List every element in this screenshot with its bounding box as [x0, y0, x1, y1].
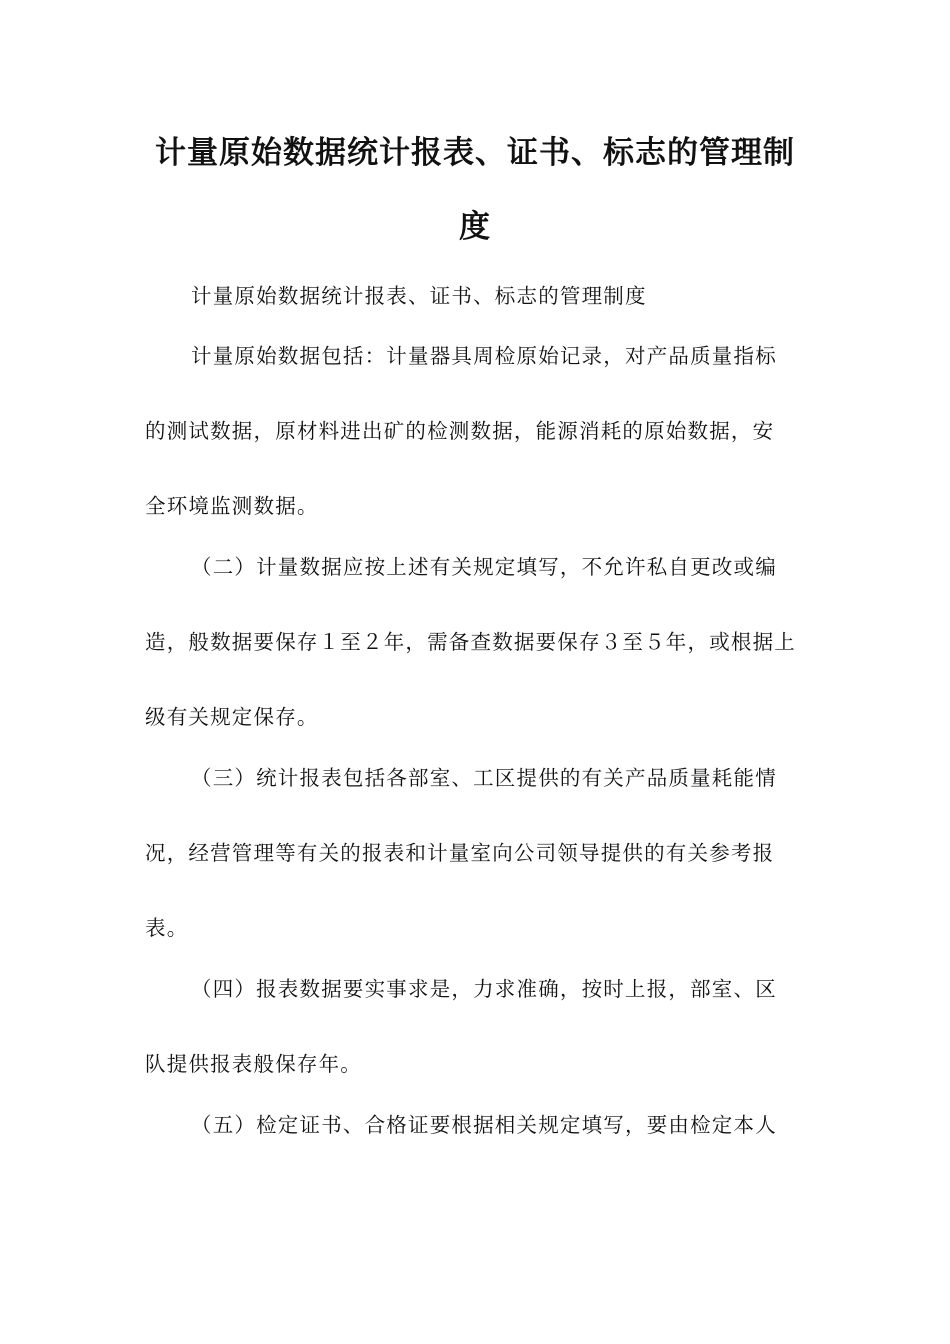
- paragraph-1-line-3: 全环境监测数据。: [145, 494, 319, 518]
- paragraph-5-line-1: （五）检定证书、合格证要根据相关规定填写，要由检定本人: [191, 1113, 777, 1137]
- paragraph-4-line-2: 队提供报表般保存年。: [145, 1052, 362, 1076]
- paragraph-4-line-1: （四）报表数据要实事求是，力求准确，按时上报，部室、区: [191, 977, 777, 1001]
- paragraph-2-line-2: 造，般数据要保存１至２年，需备查数据要保存３至５年，或根据上: [145, 630, 796, 654]
- document-title-line-2: 度: [459, 209, 491, 245]
- paragraph-2-line-1: （二）计量数据应按上述有关规定填写，不允许私自更改或编: [191, 555, 777, 579]
- paragraph-3-line-1: （三）统计报表包括各部室、工区提供的有关产品质量耗能情: [191, 766, 777, 790]
- paragraph-3-line-3: 表。: [145, 916, 189, 940]
- paragraph-3-line-2: 况，经营管理等有关的报表和计量室向公司领导提供的有关参考报: [145, 841, 775, 865]
- document-title-line-1: 计量原始数据统计报表、证书、标志的管理制: [155, 135, 795, 171]
- paragraph-2-line-3: 级有关规定保存。: [145, 705, 319, 729]
- paragraph-1-line-1: 计量原始数据包括：计量器具周检原始记录，对产品质量指标: [191, 344, 777, 368]
- subtitle-line: 计量原始数据统计报表、证书、标志的管理制度: [191, 284, 647, 308]
- paragraph-1-line-2: 的测试数据，原材料进出矿的检测数据，能源消耗的原始数据，安: [145, 419, 775, 443]
